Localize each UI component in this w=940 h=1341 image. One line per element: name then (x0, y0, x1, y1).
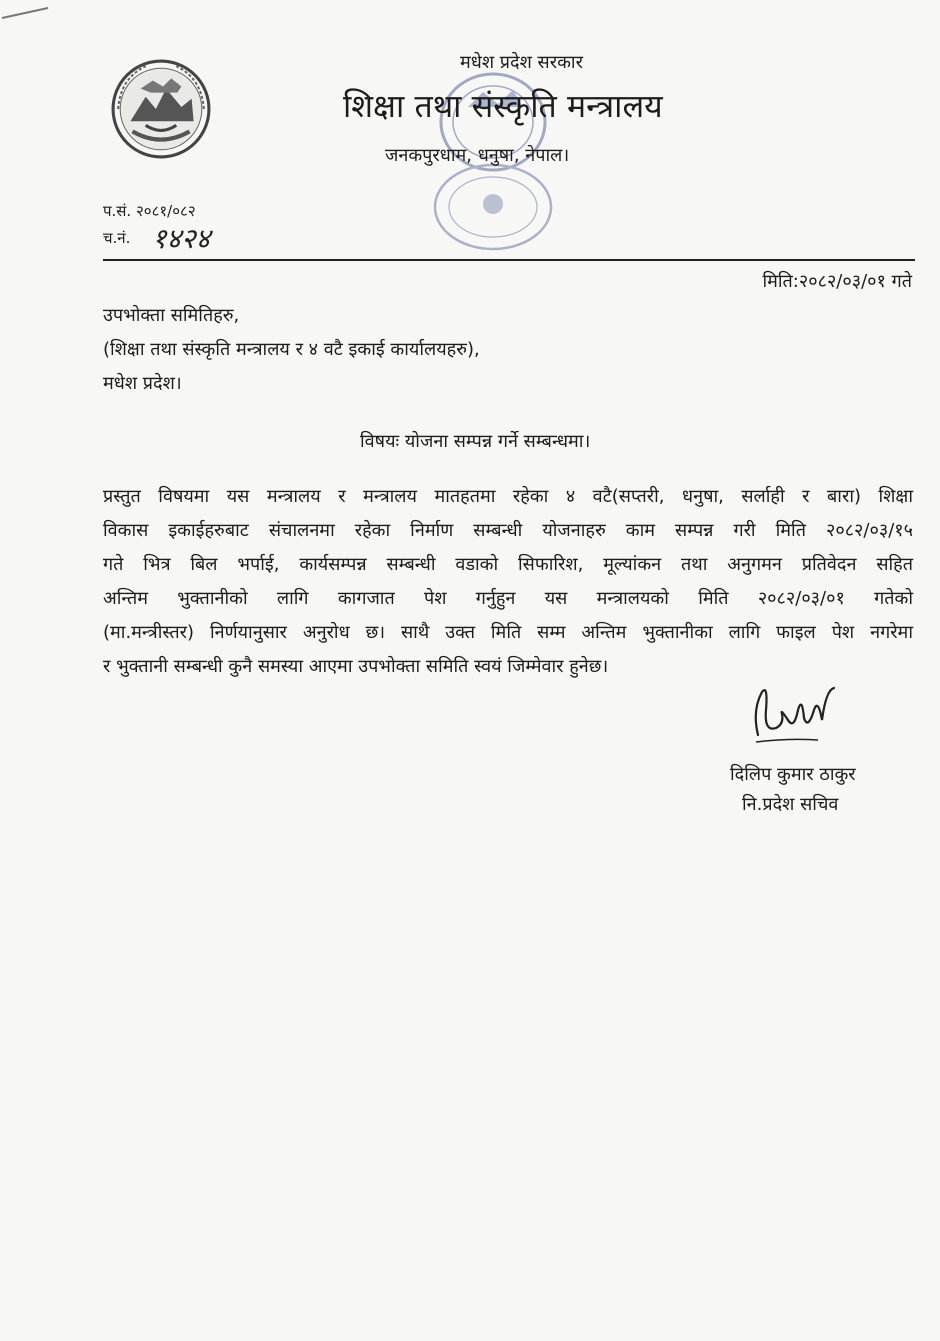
body-line: र भुक्तानी सम्बन्धी कुनै समस्या आएमा उपभोक्ता समिति स्वयं जिम्मेवार हुनेछ। (103, 656, 609, 677)
reference-number: प.सं. २०८१/०८२ (103, 202, 196, 220)
nepal-emblem-icon (110, 58, 212, 160)
letter-date: मिति:२०८२/०३/०१ गते (762, 271, 912, 292)
body-line: प्रस्तुत विषयमा यस मन्त्रालय र मन्त्रालय मातहतमा रहेका ४ वटै(सप्तरी, धनुषा, सर्लाही र बारा) शिक्षा (103, 486, 913, 507)
header-divider (103, 259, 915, 261)
government-name: मधेश प्रदेश सरकार (460, 52, 583, 73)
body-line: (मा.मन्त्रीस्तर) निर्णयानुसार अनुरोध छ। साथै उक्त मिति सम्म अन्तिम भुक्तानीका लागि फाइल पेश नगरेमा (103, 622, 913, 643)
body-line: विकास इकाईहरुबाट संचालनमा रहेका निर्माण सम्बन्धी योजनाहरु काम सम्पन्न गरी मिति २०८२/०३/१५ (103, 520, 913, 541)
recipient-line: उपभोक्ता समितिहरु, (103, 305, 240, 326)
signatory-title: नि.प्रदेश सचिव (742, 794, 839, 815)
office-address: जनकपुरधाम, धनुषा, नेपाल। (385, 145, 570, 166)
body-line: गते भित्र बिल भर्पाई, कार्यसम्पन्न सम्बन्धी वडाको सिफारिश, मूल्यांकन तथा अनुगमन प्रतिवेदन सहित (103, 554, 913, 575)
pin-mark-icon (0, 4, 50, 20)
handwritten-signature (748, 680, 838, 750)
letter-subject: विषयः योजना सम्पन्न गर्ने सम्बन्धमा। (360, 431, 591, 452)
ministry-name: शिक्षा तथा संस्कृति मन्त्रालय (343, 87, 663, 125)
signatory-name: दिलिप कुमार ठाकुर (730, 764, 856, 785)
recipient-line: मधेश प्रदेश। (103, 373, 182, 394)
dispatch-number-handwritten: १४२४ (152, 222, 211, 255)
body-line: अन्तिम भुक्तानीको लागि कागजात पेश गर्नुहुन यस मन्त्रालयको मिति २०८२/०३/०१ गतेको (103, 588, 913, 609)
letter-body (103, 480, 913, 684)
recipient-line: (शिक्षा तथा संस्कृति मन्त्रालय र ४ वटै इकाई कार्यालयहरु), (103, 339, 480, 360)
dispatch-number-label: च.नं. (103, 229, 131, 247)
